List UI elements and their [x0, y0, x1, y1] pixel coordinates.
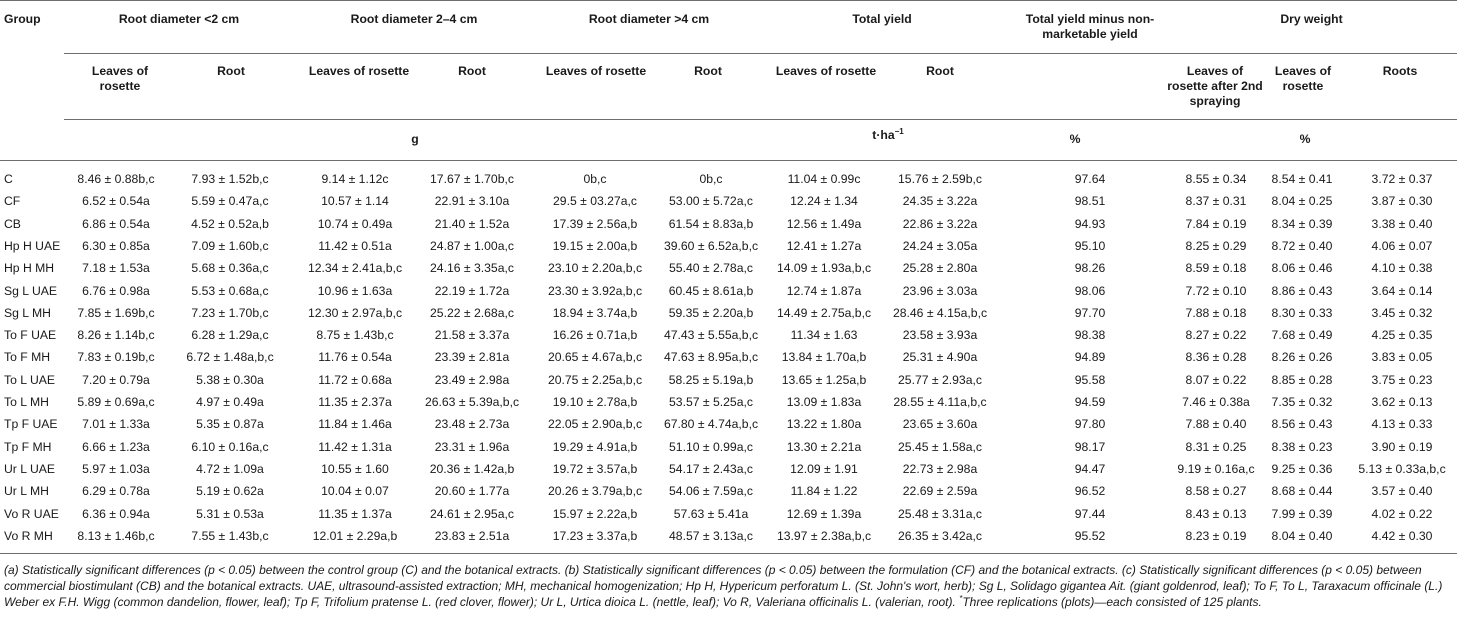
footnote-tail: Three replications (plots)—each consisted of 125 plants.	[962, 595, 1262, 610]
table-cell: 5.59 ± 0.47a,c	[191, 194, 269, 208]
table-cell: 8.06 ± 0.46	[1271, 261, 1333, 275]
table-cell: 10.04 ± 0.07	[321, 484, 389, 498]
table-cell: 8.04 ± 0.40	[1271, 529, 1333, 543]
table-cell: 22.91 ± 3.10a	[434, 194, 510, 208]
footnote-text: (a) Statistically significant differences (p < 0.05) between the control group (C) and the botanical extracts. (b) Statistically significant differences (p < 0.05) between the formulation (CF) and the botanical extracts. (c) Statistically significant differences (p < 0.05) between commercial biostimulant (CB) and the botanical extracts. UAE, ultrasound-assisted extraction; MH, mechanical homogenization; Hp H, Hypericum perforatum L. (St. John's wort, herb); Sg L, Solidago gigantea Ait. (giant goldenrod, leaf); To F, To L, Taraxacum officinale (L.) Weber ex F.H. Wigg (common dandelion, flower, leaf); Tp F, Trifolium pratense L. (red clover, flower); Ur L, Urtica dioica L. (nettle, leaf); Vo R, Valeriana officinalis L. (valerian, root).	[4, 563, 1443, 610]
table-cell: 5.89 ± 0.69a,c	[77, 395, 155, 409]
row-group-label: Ur L UAE	[4, 462, 56, 476]
table-cell: 12.30 ± 2.97a,b,c	[307, 306, 403, 320]
table-cell: 19.72 ± 3.57a,b	[552, 462, 638, 476]
table-cell: 97.64	[1074, 172, 1106, 186]
table-cell: 3.38 ± 0.40	[1371, 217, 1433, 231]
table-cell: 11.35 ± 1.37a	[318, 507, 392, 521]
table-cell: 13.22 ± 1.80a	[786, 417, 862, 431]
subheader-rule	[64, 53, 1457, 54]
table-cell: 6.66 ± 1.23a	[82, 440, 150, 454]
table-cell: 8.68 ± 0.44	[1271, 484, 1333, 498]
table-cell: 7.99 ± 0.39	[1271, 507, 1333, 521]
table-cell: 19.15 ± 2.00a,b	[552, 239, 638, 253]
table-cell: 22.69 ± 2.59a	[902, 484, 978, 498]
table-cell: 20.26 ± 3.79a,b,c	[547, 484, 643, 498]
table-cell: 22.05 ± 2.90a,b,c	[547, 417, 643, 431]
table-cell: 25.28 ± 2.80a	[902, 261, 978, 275]
row-group-label: To F MH	[4, 350, 51, 364]
table-cell: 5.38 ± 0.30a	[196, 373, 264, 387]
table-cell: 8.59 ± 0.18	[1185, 261, 1247, 275]
table-cell: 60.45 ± 8.61a,b	[668, 284, 754, 298]
table-cell: 4.72 ± 1.09a	[196, 462, 264, 476]
table-cell: 24.16 ± 3.35a,c	[430, 261, 514, 275]
unit-t-ha-exponent: −1	[894, 127, 904, 136]
table-cell: 53.00 ± 5.72a,c	[669, 194, 753, 208]
row-group-label: C	[4, 172, 13, 186]
table-cell: 8.34 ± 0.39	[1271, 217, 1333, 231]
table-cell: 11.34 ± 1.63	[790, 328, 858, 342]
table-cell: 7.01 ± 1.33a	[82, 417, 150, 431]
table-cell: 94.59	[1074, 395, 1106, 409]
unit-percent-dry: %	[1299, 132, 1311, 146]
table-cell: 13.30 ± 2.21a	[786, 440, 862, 454]
table-cell: 28.55 ± 4.11a,b,c	[893, 395, 987, 409]
row-group-label: Hp H UAE	[4, 239, 61, 253]
unit-t-ha	[848, 128, 928, 143]
table-cell: 6.72 ± 1.48a,b,c	[186, 350, 274, 364]
table-cell: 14.09 ± 1.93a,b,c	[776, 261, 872, 275]
table-cell: 6.36 ± 0.94a	[82, 507, 150, 521]
table-cell: 57.63 ± 5.41a	[673, 507, 749, 521]
table-cell: 20.65 ± 4.67a,b,c	[547, 350, 643, 364]
table-cell: 4.06 ± 0.07	[1371, 239, 1433, 253]
table-cell: 8.07 ± 0.22	[1185, 373, 1247, 387]
header-root-lt2: Root diameter <2 cm	[118, 12, 240, 26]
table-cell: 3.57 ± 0.40	[1371, 484, 1433, 498]
table-cell: 11.04 ± 0.99c	[787, 172, 861, 186]
table-cell: 8.55 ± 0.34	[1185, 172, 1247, 186]
table-cell: 8.26 ± 0.26	[1271, 350, 1333, 364]
table-cell: 12.34 ± 2.41a,b,c	[307, 261, 403, 275]
table-cell: 8.38 ± 0.23	[1271, 440, 1333, 454]
table-cell: 5.31 ± 0.53a	[196, 507, 264, 521]
table-cell: 29.5 ± 03.27a,c	[553, 194, 637, 208]
row-group-label: To L UAE	[4, 373, 56, 387]
table-cell: 95.10	[1074, 239, 1106, 253]
table-cell: 7.09 ± 1.60b,c	[191, 239, 269, 253]
table-cell: 4.52 ± 0.52a,b	[191, 217, 269, 231]
table-cell: 58.25 ± 5.19a,b	[668, 373, 754, 387]
table-cell: 7.20 ± 0.79a	[82, 373, 150, 387]
table-cell: 7.84 ± 0.19	[1185, 217, 1247, 231]
table-cell: 24.35 ± 3.22a	[902, 194, 978, 208]
table-cell: 8.58 ± 0.27	[1185, 484, 1247, 498]
table-cell: 3.45 ± 0.32	[1371, 306, 1433, 320]
table-cell: 25.77 ± 2.93a,c	[898, 373, 982, 387]
table-cell: 28.46 ± 4.15a,b,c	[892, 306, 988, 320]
row-group-label: Tp F UAE	[4, 417, 58, 431]
subheader-leaves-3: Leaves of rosette	[545, 64, 647, 78]
table-cell: 22.73 ± 2.98a	[902, 462, 978, 476]
table-cell: 8.37 ± 0.31	[1185, 194, 1247, 208]
table-cell: 12.09 ± 1.91	[790, 462, 858, 476]
table-cell: 6.52 ± 0.54a	[82, 194, 150, 208]
table-cell: 9.14 ± 1.12c	[321, 172, 389, 186]
table-cell: 98.38	[1074, 328, 1106, 342]
table-cell: 8.56 ± 0.43	[1271, 417, 1333, 431]
table-cell: 98.51	[1074, 194, 1106, 208]
table-cell: 23.10 ± 2.20a,b,c	[547, 261, 643, 275]
table-cell: 20.36 ± 1.42a,b	[429, 462, 515, 476]
unit-percent-yield: %	[1069, 132, 1081, 146]
subheader-leaves-1: Leaves of rosette	[91, 64, 149, 93]
table-cell: 8.27 ± 0.22	[1185, 328, 1247, 342]
table-cell: 4.13 ± 0.33	[1371, 417, 1433, 431]
table-cell: 53.57 ± 5.25a,c	[669, 395, 753, 409]
table-cell: 16.26 ± 0.71a,b	[552, 328, 638, 342]
table-cell: 24.87 ± 1.00a,c	[430, 239, 514, 253]
table-cell: 12.24 ± 1.34	[790, 194, 858, 208]
unit-t-ha-base: t·ha	[872, 128, 895, 142]
unit-rule	[64, 119, 1457, 120]
top-rule	[0, 0, 1457, 1]
table-cell: 23.49 ± 2.98a	[434, 373, 510, 387]
table-cell: 12.74 ± 1.87a	[786, 284, 862, 298]
table-cell: 8.54 ± 0.41	[1271, 172, 1333, 186]
table-cell: 23.39 ± 2.81a	[434, 350, 510, 364]
subheader-root-3: Root	[694, 64, 722, 78]
table-cell: 20.75 ± 2.25a,b,c	[547, 373, 643, 387]
table-cell: 22.19 ± 1.72a	[434, 284, 510, 298]
table-cell: 7.35 ± 0.32	[1271, 395, 1333, 409]
table-bottom-rule	[0, 553, 1457, 554]
table-cell: 6.29 ± 0.78a	[82, 484, 150, 498]
table-cell: 95.58	[1074, 373, 1106, 387]
subheader-root-4: Root	[926, 64, 954, 78]
table-cell: 55.40 ± 2.78a,c	[669, 261, 753, 275]
table-cell: 54.06 ± 7.59a,c	[669, 484, 753, 498]
subheader-leaves-2: Leaves of rosette	[308, 64, 410, 78]
table-cell: 12.69 ± 1.39a	[786, 507, 862, 521]
table-cell: 0b,c	[699, 172, 723, 186]
table-cell: 8.75 ± 1.43b,c	[316, 328, 394, 342]
table-cell: 98.06	[1074, 284, 1106, 298]
table-cell: 8.23 ± 0.19	[1185, 529, 1247, 543]
row-group-label: To L MH	[4, 395, 49, 409]
table-cell: 25.48 ± 3.31a,c	[898, 507, 982, 521]
table-cell: 11.42 ± 0.51a	[318, 239, 392, 253]
header-root-2-4: Root diameter 2–4 cm	[350, 12, 478, 26]
row-group-label: Vo R UAE	[4, 507, 59, 521]
table-cell: 3.62 ± 0.13	[1371, 395, 1433, 409]
table-cell: 47.63 ± 8.95a,b,c	[663, 350, 759, 364]
header-bottom-rule	[0, 160, 1457, 161]
table-cell: 26.63 ± 5.39a,b,c	[424, 395, 520, 409]
table-cell: 0b,c	[583, 172, 607, 186]
table-cell: 9.19 ± 0.16a,c	[1177, 462, 1255, 476]
table-cell: 3.83 ± 0.05	[1371, 350, 1433, 364]
table-cell: 15.76 ± 2.59b,c	[898, 172, 982, 186]
header-total-yield-minus: Total yield minus non-marketable yield	[1025, 12, 1155, 41]
table-cell: 8.04 ± 0.25	[1271, 194, 1333, 208]
row-group-label: Vo R MH	[4, 529, 53, 543]
row-group-label: Tp F MH	[4, 440, 52, 454]
table-cell: 17.39 ± 2.56a,b	[552, 217, 638, 231]
table-cell: 61.54 ± 8.83a,b	[668, 217, 754, 231]
table-cell: 6.28 ± 1.29a,c	[191, 328, 269, 342]
table-cell: 23.96 ± 3.03a	[902, 284, 978, 298]
table-cell: 17.67 ± 1.70b,c	[430, 172, 514, 186]
table-cell: 8.43 ± 0.13	[1185, 507, 1247, 521]
table-cell: 23.48 ± 2.73a	[434, 417, 510, 431]
table-cell: 7.68 ± 0.49	[1271, 328, 1333, 342]
table-cell: 10.55 ± 1.60	[321, 462, 389, 476]
table-cell: 5.97 ± 1.03a	[82, 462, 150, 476]
table-cell: 19.29 ± 4.91a,b	[552, 440, 638, 454]
table-cell: 22.86 ± 3.22a	[902, 217, 978, 231]
header-root-gt4: Root diameter >4 cm	[588, 12, 710, 26]
table-cell: 25.45 ± 1.58a,c	[898, 440, 982, 454]
table-cell: 11.84 ± 1.46a	[318, 417, 392, 431]
table-cell: 8.85 ± 0.28	[1271, 373, 1333, 387]
row-group-label: CF	[4, 194, 21, 208]
table-cell: 3.75 ± 0.23	[1371, 373, 1433, 387]
table-cell: 10.96 ± 1.63a	[317, 284, 393, 298]
table-cell: 6.76 ± 0.98a	[82, 284, 150, 298]
table-cell: 13.65 ± 1.25a,b	[781, 373, 867, 387]
table-cell: 18.94 ± 3.74a,b	[552, 306, 638, 320]
table-cell: 13.09 ± 1.83a	[786, 395, 862, 409]
table-cell: 23.31 ± 1.96a	[434, 440, 510, 454]
table-cell: 7.55 ± 1.43b,c	[191, 529, 269, 543]
table-cell: 39.60 ± 6.52a,b,c	[663, 239, 759, 253]
row-group-label: CB	[4, 217, 21, 231]
row-group-label: Hp H MH	[4, 261, 55, 275]
table-cell: 7.23 ± 1.70b,c	[191, 306, 269, 320]
table-cell: 7.72 ± 0.10	[1185, 284, 1247, 298]
table-cell: 8.26 ± 1.14b,c	[77, 328, 155, 342]
table-cell: 97.44	[1074, 507, 1106, 521]
table-cell: 5.13 ± 0.33a,b,c	[1358, 462, 1446, 476]
table-cell: 5.68 ± 0.36a,c	[191, 261, 269, 275]
table-cell: 8.72 ± 0.40	[1271, 239, 1333, 253]
table-cell: 11.84 ± 1.22	[790, 484, 858, 498]
table-cell: 4.42 ± 0.30	[1371, 529, 1433, 543]
subheader-root-2: Root	[458, 64, 486, 78]
table-footnote	[4, 562, 1454, 611]
table-cell: 8.86 ± 0.43	[1271, 284, 1333, 298]
header-dry-weight: Dry weight	[1280, 12, 1343, 26]
table-cell: 94.89	[1074, 350, 1106, 364]
table-cell: 24.61 ± 2.95a,c	[430, 507, 514, 521]
table-cell: 4.10 ± 0.38	[1371, 261, 1433, 275]
table-cell: 5.19 ± 0.62a	[196, 484, 264, 498]
table-cell: 23.65 ± 3.60a	[902, 417, 978, 431]
table-cell: 26.35 ± 3.42a,c	[898, 529, 982, 543]
table-cell: 95.52	[1074, 529, 1106, 543]
table-cell: 3.64 ± 0.14	[1371, 284, 1433, 298]
table-cell: 54.17 ± 2.43a,c	[669, 462, 753, 476]
table-cell: 7.83 ± 0.19b,c	[77, 350, 155, 364]
header-group: Group	[4, 12, 41, 26]
table-cell: 23.30 ± 3.92a,b,c	[547, 284, 643, 298]
table-cell: 4.02 ± 0.22	[1371, 507, 1433, 521]
table-cell: 3.72 ± 0.37	[1371, 172, 1433, 186]
table-cell: 13.97 ± 2.38a,b,c	[776, 529, 872, 543]
table-cell: 96.52	[1074, 484, 1106, 498]
table-cell: 17.23 ± 3.37a,b	[552, 529, 638, 543]
table-cell: 14.49 ± 2.75a,b,c	[776, 306, 872, 320]
table-cell: 67.80 ± 4.74a,b,c	[663, 417, 759, 431]
table-cell: 23.58 ± 3.93a	[902, 328, 978, 342]
table-cell: 7.85 ± 1.69b,c	[77, 306, 155, 320]
table-cell: 4.25 ± 0.35	[1371, 328, 1433, 342]
table-cell: 21.58 ± 3.37a	[434, 328, 510, 342]
table-cell: 8.46 ± 0.88b,c	[77, 172, 155, 186]
table-cell: 8.31 ± 0.25	[1185, 440, 1247, 454]
table-cell: 7.93 ± 1.52b,c	[191, 172, 269, 186]
table-cell: 23.83 ± 2.51a	[434, 529, 510, 543]
subheader-leaves-5: Leaves of rosette	[1274, 64, 1332, 93]
subheader-roots: Roots	[1382, 64, 1418, 78]
table-cell: 98.26	[1074, 261, 1106, 275]
subheader-leaves-after-spraying: Leaves of rosette after 2nd spraying	[1167, 64, 1263, 108]
table-cell: 8.25 ± 0.29	[1185, 239, 1247, 253]
table-cell: 6.30 ± 0.85a	[82, 239, 150, 253]
table-cell: 59.35 ± 2.20a,b	[668, 306, 754, 320]
row-group-label: To F UAE	[4, 328, 57, 342]
table-cell: 12.01 ± 2.29a,b	[312, 529, 398, 543]
table-cell: 9.25 ± 0.36	[1271, 462, 1333, 476]
row-group-label: Ur L MH	[4, 484, 49, 498]
table-cell: 11.76 ± 0.54a	[318, 350, 392, 364]
table-cell: 6.86 ± 0.54a	[82, 217, 150, 231]
table-cell: 98.17	[1074, 440, 1106, 454]
table-cell: 7.88 ± 0.18	[1185, 306, 1247, 320]
table-cell: 10.57 ± 1.14	[321, 194, 389, 208]
row-group-label: Sg L UAE	[4, 284, 58, 298]
table-cell: 19.10 ± 2.78a,b	[552, 395, 638, 409]
table-cell: 5.53 ± 0.68a,c	[191, 284, 269, 298]
table-cell: 10.74 ± 0.49a	[317, 217, 393, 231]
table-cell: 94.93	[1074, 217, 1106, 231]
table-cell: 11.35 ± 2.37a	[318, 395, 392, 409]
table-cell: 15.97 ± 2.22a,b	[552, 507, 638, 521]
table-cell: 7.46 ± 0.38a	[1182, 395, 1250, 409]
table-cell: 94.47	[1074, 462, 1106, 476]
unit-g: g	[411, 132, 419, 146]
footnote-star: *	[959, 594, 963, 604]
table-cell: 7.88 ± 0.40	[1185, 417, 1247, 431]
table-cell: 4.97 ± 0.49a	[196, 395, 264, 409]
table-cell: 13.84 ± 1.70a,b	[781, 350, 867, 364]
table-cell: 47.43 ± 5.55a,b,c	[663, 328, 759, 342]
subheader-leaves-4: Leaves of rosette	[775, 64, 877, 78]
table-cell: 5.35 ± 0.87a	[196, 417, 264, 431]
table-cell: 8.30 ± 0.33	[1271, 306, 1333, 320]
table-cell: 51.10 ± 0.99a,c	[669, 440, 753, 454]
table-cell: 25.22 ± 2.68a,c	[430, 306, 514, 320]
row-group-label: Sg L MH	[4, 306, 51, 320]
table-cell: 97.70	[1074, 306, 1106, 320]
table-cell: 11.72 ± 0.68a	[318, 373, 392, 387]
table-cell: 8.36 ± 0.28	[1185, 350, 1247, 364]
table-cell: 12.41 ± 1.27a	[786, 239, 862, 253]
header-total-yield: Total yield	[852, 12, 912, 26]
table-cell: 3.90 ± 0.19	[1371, 440, 1433, 454]
table-cell: 11.42 ± 1.31a	[318, 440, 392, 454]
table-cell: 24.24 ± 3.05a	[902, 239, 978, 253]
table-cell: 12.56 ± 1.49a	[786, 217, 862, 231]
table-cell: 97.80	[1074, 417, 1106, 431]
table-cell: 7.18 ± 1.53a	[82, 261, 150, 275]
subheader-root-1: Root	[217, 64, 245, 78]
table-cell: 6.10 ± 0.16a,c	[191, 440, 269, 454]
table-cell: 20.60 ± 1.77a	[434, 484, 510, 498]
table-cell: 25.31 ± 4.90a	[902, 350, 978, 364]
table-cell: 48.57 ± 3.13a,c	[669, 529, 753, 543]
table-cell: 3.87 ± 0.30	[1371, 194, 1433, 208]
table-cell: 8.13 ± 1.46b,c	[77, 529, 155, 543]
table-cell: 21.40 ± 1.52a	[434, 217, 510, 231]
